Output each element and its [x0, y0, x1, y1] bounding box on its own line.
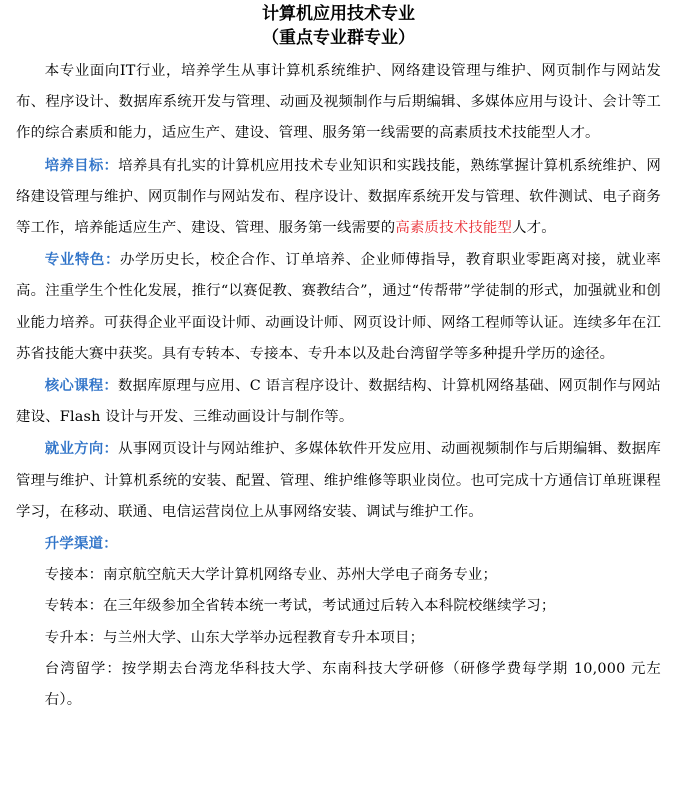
courses-paragraph	[16, 370, 661, 433]
features-paragraph	[16, 244, 661, 370]
courses-label: 核心课程：	[44, 377, 118, 395]
intro-paragraph: 本专业面向IT行业，培养学生从事计算机系统维护、网络建设管理与维护、网页制作与网站发布、程序设计、数据库系统开发与管理、动画及视频制作与后期编辑、多媒体应用与设计、会计等工作的综合素质和能力，适应生产、建设、管理、服务第一线需要的高素质技术技能型人才。	[16, 63, 661, 142]
features-label: 专业特色：	[44, 251, 120, 269]
employment-text: 从事网页设计与网站维护、多媒体软件开发应用、动画视频制作与后期编辑、数据库管理与维护、计算机系统的安装、配置、管理、维护维修等职业岗位。也可完成十方通信订单班课程学习，在移动、联通、电信运营岗位上从事网络安装、调试与维护工作。	[16, 441, 661, 520]
goal-highlight: 高素质技术技能型	[395, 220, 513, 237]
further-item-2: 专转本：在三年级参加全省转本统一考试，考试通过后转入本科院校继续学习；	[44, 598, 556, 615]
features-text: 办学历史长，校企合作、订单培养、企业师傅指导，教育职业零距离对接，就业率高。注重学生个性化发展，推行“以赛促教、赛教结合”，通过“传帮带”学徒制的形式，加强就业和创业能力培养。可获得企业平面设计师、动画设计师、网页设计师、网络工程师等认证。连续多年在江苏省技能大赛中获奖。具有专转本、专接本、专升本以及赴台湾留学等多种提升学历的途径。	[16, 252, 661, 362]
goal-paragraph	[16, 150, 661, 245]
goal-text-end: 人才。	[512, 220, 556, 237]
goal-label: 培养目标：	[44, 156, 119, 174]
goal-text: 培养具有扎实的计算机应用技术专业知识和实践技能，熟练掌握计算机系统维护、网络建设管理与维护、网页制作与网站发布、程序设计、数据库系统开发与管理、软件测试、电子商务等工作，培养能适应生产、建设、管理、服务第一线需要的	[16, 157, 661, 237]
further-item-1: 专接本：南京航空航天大学计算机网络专业、苏州大学电子商务专业；	[44, 567, 498, 584]
employment-label: 就业方向：	[44, 440, 119, 458]
further-item-4: 台湾留学：按学期去台湾龙华科技大学、东南科技大学研修（研修学费每学期 10,000 元左右）。	[44, 660, 661, 709]
further-heading	[16, 528, 661, 560]
courses-text: 数据库原理与应用、C 语言程序设计、数据结构、计算机网络基础、网页制作与网站建设、Flash 设计与开发、三维动画设计与制作等。	[16, 378, 661, 426]
document-body	[16, 56, 661, 716]
employment-paragraph	[16, 433, 661, 528]
further-item-3: 专升本：与兰州大学、山东大学举办远程教育专升本项目；	[44, 629, 425, 646]
page-title: 计算机应用技术专业	[262, 4, 415, 24]
further-label: 升学渠道：	[44, 535, 118, 553]
page-subtitle: （重点专业群专业）	[262, 28, 415, 48]
